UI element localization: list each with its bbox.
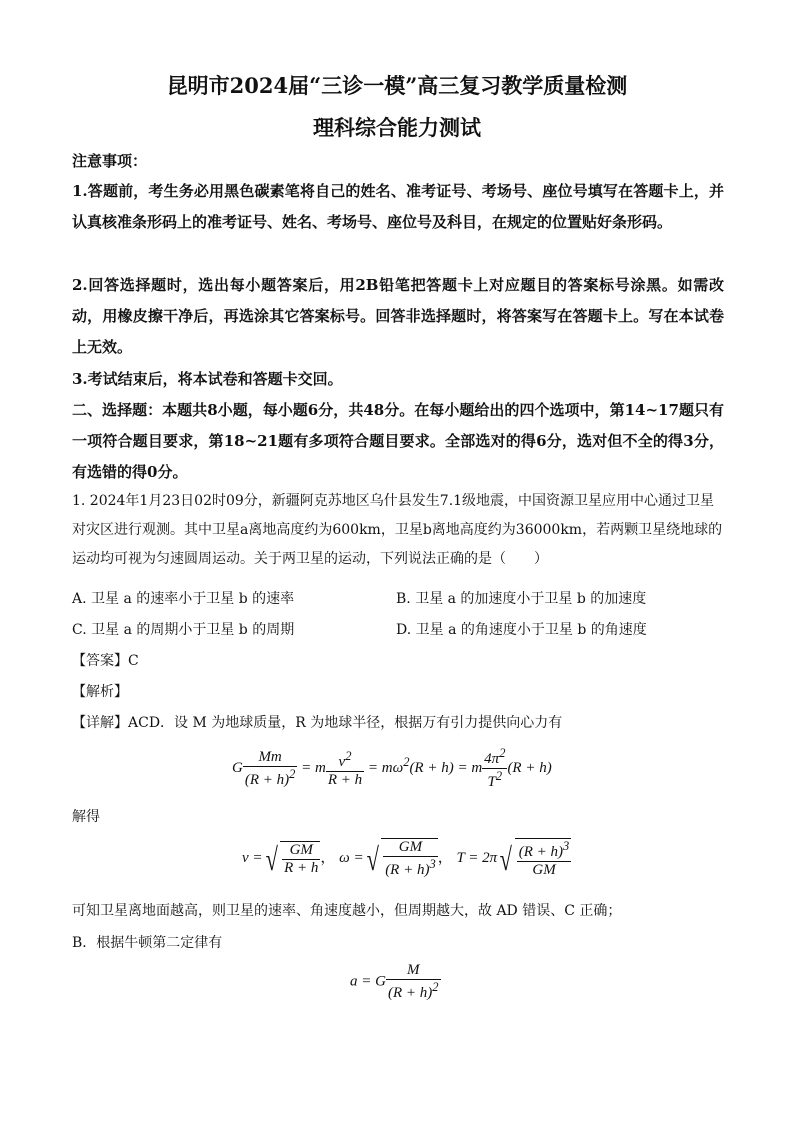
notice-item-3: 3.考试结束后，将本试卷和答题卡交回。: [72, 370, 343, 388]
conclusion-line: 可知卫星离地面越高，则卫星的速率、角速度越小，但周期越大，故 AD 错误、C 正确；: [72, 903, 622, 919]
solve-label: 解得: [72, 809, 100, 825]
option-d: D. 卫星 a 的角速度小于卫星 b 的角速度: [396, 622, 647, 638]
notice-item-2: 2.回答选择题时，选出每小题答案后，用2B铅笔把答题卡上对应题目的答案标号涂黑。如需改动，用橡皮擦干净后，再选涂其它答案标号。回答非选择题时，将答案写在答题卡上。写在本试卷上无效。: [72, 276, 724, 356]
notice-item-1: 1.答题前，考生务必用黑色碳素笔将自己的姓名、准考证号、考场号、座位号填写在答题卡上，并认真核准条形码上的准考证号、姓名、考场号、座位号及科目，在规定的位置贴好条形码。: [72, 182, 724, 231]
page-subtitle: 理科综合能力测试: [313, 115, 481, 140]
question-stem: 1. 2024年1月23日02时09分，新疆阿克苏地区乌什县发生7.1级地震，中国资源卫星应用中心通过卫星对灾区进行观测。其中卫星a离地高度约为600km，卫星b离地高度约为36000km，若两颗卫星绕地球的运动均可视为匀速圆周运动。关于两卫星的运动，下列说法正确的是（ ）: [72, 493, 723, 567]
notice-heading: 注意事项：: [72, 152, 148, 170]
option-b: B. 卫星 a 的加速度小于卫星 b 的加速度: [396, 591, 647, 607]
option-a: A. 卫星 a 的速率小于卫星 b 的速率: [72, 591, 295, 607]
detail-line: 【详解】ACD．设 M 为地球质量，R 为地球半径，根据万有引力提供向心力有: [72, 715, 563, 731]
option-c: C. 卫星 a 的周期小于卫星 b 的周期: [72, 622, 295, 638]
answer-line: 【答案】C: [72, 653, 139, 669]
equation-solutions: v =√ $\frac{GM}{R + h}$ ， ω =√ $\frac{GM}{(R + h)^3}$ ， T = 2π√ $\frac{(R + h)^3}{GM}$: [242, 839, 570, 878]
equation-gravity: G $\frac{Mm}{(R + h)^2}$ = m $\frac{v^2}{R + h}$ = $m\omega^2(R + h) = m$ $\frac{4\pi^2}{T^2}$ (R + h): [232, 746, 552, 790]
analysis-label: 【解析】: [72, 684, 128, 700]
page-title: 昆明市2024届“三诊一模”高三复习教学质量检测: [166, 73, 628, 98]
part-b-line: B．根据牛顿第二定律有: [72, 935, 223, 951]
equation-acceleration: a = G $\frac{M}{(R + h)^2}$: [350, 962, 439, 1001]
section-instructions: 二、选择题：本题共8小题，每小题6分，共48分。在每小题给出的四个选项中，第14~17题只有一项符合题目要求，第18~21题有多项符合题目要求。全部选对的得6分，选对但不全的得3分，有选错的得0分。: [72, 401, 724, 481]
